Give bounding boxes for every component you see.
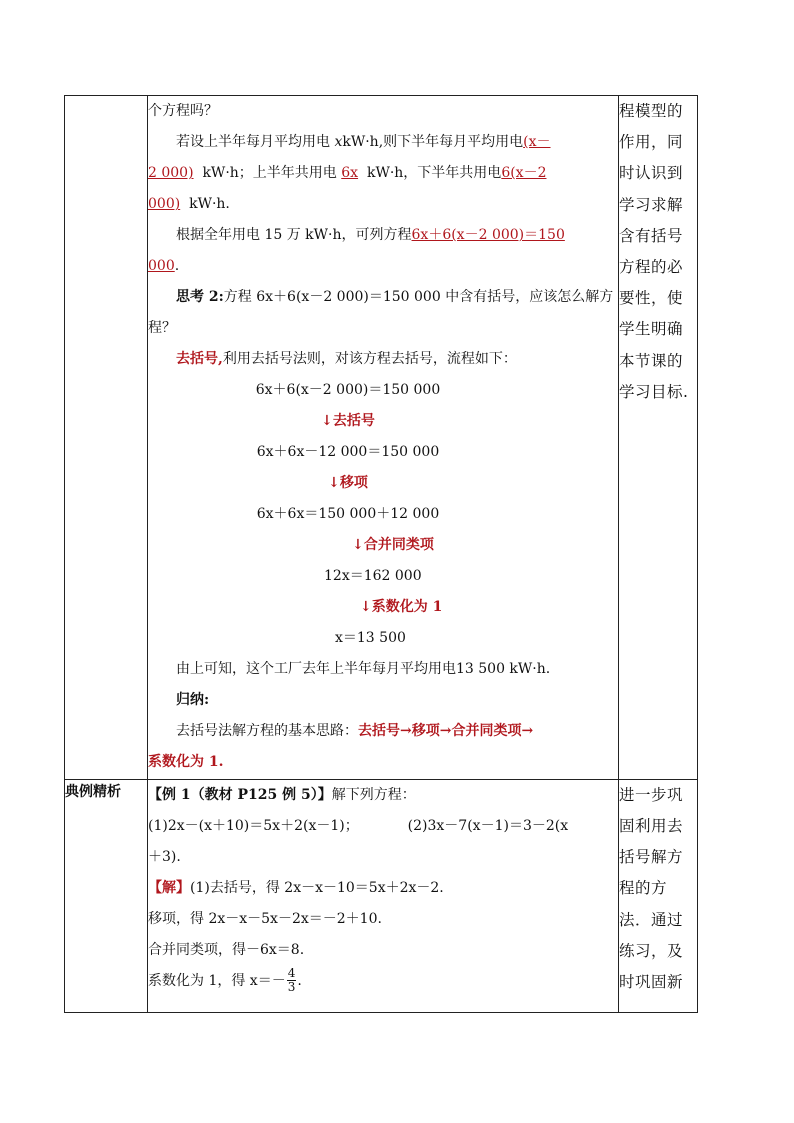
answer-blank-2: 6x xyxy=(341,165,359,181)
row2-main-cell xyxy=(148,779,619,1012)
answer-blank-1a: (x－ xyxy=(523,134,551,150)
flow-step-1: ↓去括号 xyxy=(321,413,375,429)
flow-eq-4: 12x＝162 000 xyxy=(324,568,422,584)
paragraph-setup-cont2: 000) kW·h. xyxy=(148,196,230,212)
row1-side-note: 程模型的作用，同时认识到学习求解含有括号方程的必要性，使学生明确本节课的学习目标. xyxy=(619,96,698,780)
flow-eq-5: x＝13 500 xyxy=(335,630,406,646)
answer-blank-4a: 6x＋6(x－2 000)＝150 xyxy=(411,227,565,243)
row2-side-note: 进一步巩固利用去括号解方程的方法．通过练习，及时巩固新 xyxy=(619,779,698,1012)
fraction: $\frac{4}{3}$ xyxy=(287,966,296,995)
solution-line-3: 合并同类项，得－6x＝8. xyxy=(148,941,305,958)
summary-steps: 去括号→移项→合并同类项→ xyxy=(358,723,534,739)
solution-line-2: 移项，得 2x－x－5x－2x＝－2＋10. xyxy=(148,910,382,927)
row1-label-cell xyxy=(65,96,148,780)
think-question: 思考 2:方程 6x＋6(x－2 000)＝150 000 中含有括号，应该怎么解方程？ xyxy=(148,289,614,336)
flow-eq-3: 6x＋6x＝150 000＋12 000 xyxy=(256,506,440,522)
summary-label: 归纳: xyxy=(176,692,210,708)
paragraph-equation-cont: 000. xyxy=(148,258,180,274)
question-2-cont: ＋3). xyxy=(148,848,181,865)
question-2: (2)3x－7(x－1)＝3－2(x xyxy=(407,817,569,834)
table-row xyxy=(65,779,698,1012)
paragraph-setup-cont: 2 000) kW·h；上半年共用电 6x kW·h，下半年共用电6(x－2 xyxy=(148,165,547,181)
answer-blank-1b: 2 000) xyxy=(148,165,194,181)
summary-line: 去括号法解方程的基本思路：去括号→移项→合并同类项→ xyxy=(176,723,534,739)
solution-line-1: 【解】(1)去括号，得 2x－x－10＝5x＋2x－2. xyxy=(148,879,444,896)
answer-blank-3b: 000) xyxy=(148,196,181,212)
row2-label: 典例精析 xyxy=(65,779,148,1012)
flow-step-3: ↓合并同类项 xyxy=(352,537,434,553)
table-row xyxy=(65,96,698,780)
flow-step-2: ↓移项 xyxy=(328,475,368,491)
example-questions xyxy=(148,811,618,842)
answer-blank-3a: 6(x－2 xyxy=(501,165,547,181)
summary-steps-cont: 系数化为 1. xyxy=(148,754,224,770)
conclusion: 由上可知，这个工厂去年上半年每月平均用电13 500 kW·h. xyxy=(176,661,551,677)
think-label: 思考 2: xyxy=(176,289,224,305)
solution-label: 【解】 xyxy=(148,879,190,896)
answer-blank-4b: 000 xyxy=(148,258,175,274)
paragraph-equation: 根据全年用电 15 万 kW·h，可列方程6x＋6(x－2 000)＝150 xyxy=(176,227,565,243)
flow-eq-1: 6x＋6(x－2 000)＝150 000 xyxy=(255,382,441,398)
flow-step-4: ↓系数化为 1 xyxy=(360,599,443,615)
lesson-table xyxy=(64,95,698,1013)
question-1: (1)2x－(x＋10)＝5x＋2(x－1)； xyxy=(148,817,359,834)
intro-line: 个方程吗？ xyxy=(148,103,218,119)
method-line: 去括号,利用去括号法则，对该方程去括号，流程如下： xyxy=(176,351,517,367)
example-heading: 【例 1（教材 P125 例 5）】解下列方程： xyxy=(148,786,416,803)
paragraph-setup: 若设上半年每月平均用电 xkW·h,则下半年每月平均用电(x－ xyxy=(176,134,551,150)
method-label: 去括号, xyxy=(176,351,223,367)
row1-main-cell xyxy=(148,96,619,780)
flow-eq-2: 6x＋6x－12 000＝150 000 xyxy=(256,444,440,460)
example-label: 【例 1（教材 P125 例 5）】 xyxy=(148,786,332,803)
solution-line-4: 系数化为 1，得 x＝－ $\frac{4}{3}$ . xyxy=(148,966,302,995)
